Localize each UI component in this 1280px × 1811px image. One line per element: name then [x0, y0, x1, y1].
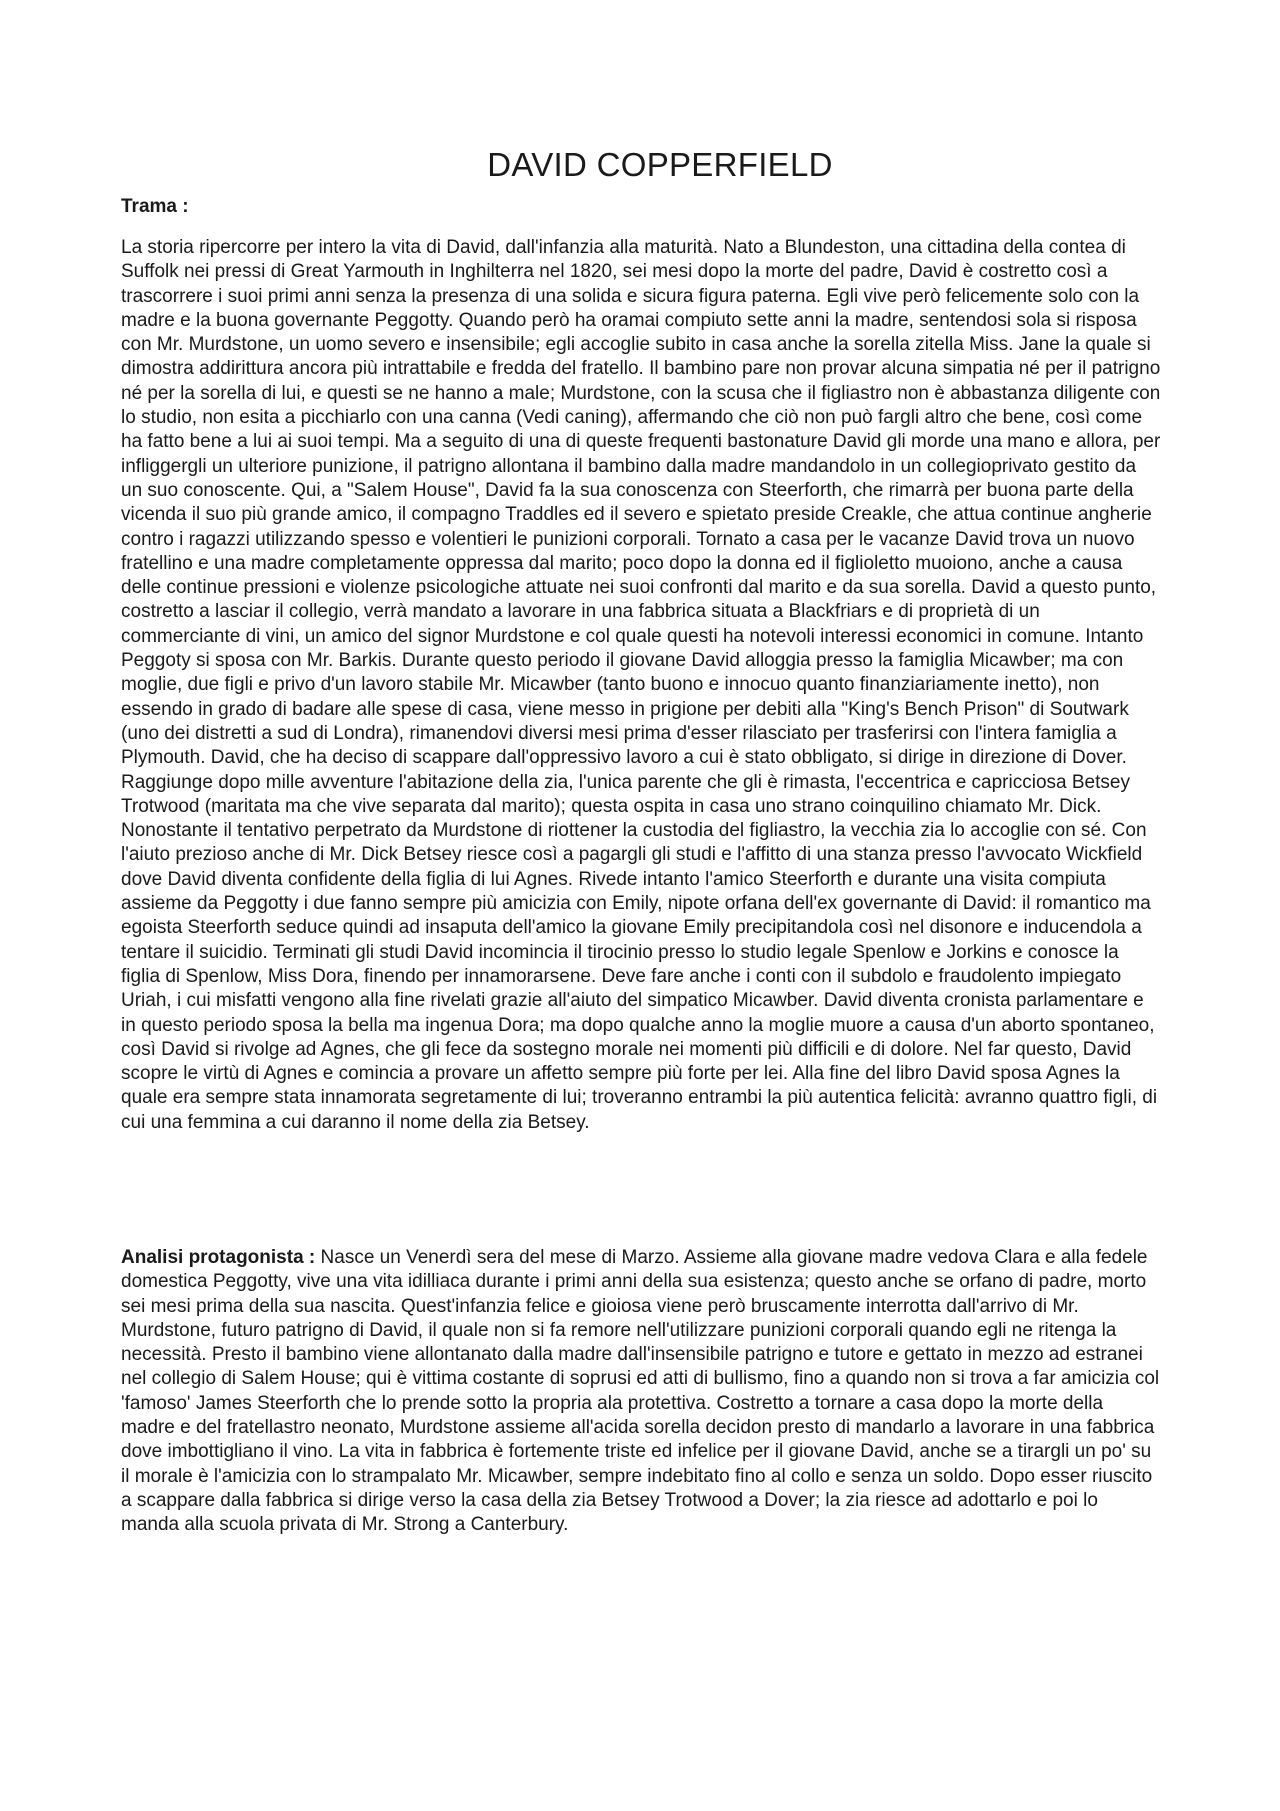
section-analisi [121, 1246, 1161, 1538]
document-title: DAVID COPPERFIELD [487, 146, 833, 183]
section-spacer [121, 1135, 1161, 1246]
document-page [121, 146, 1161, 1538]
section-body-analisi: Nasce un Venerdì sera del mese di Marzo. Assieme alla giovane madre vedova Clara e alla fedele domestica Peggotty, vive una vita idilliaca durante i primi anni della sua esistenza; questo anche se orfano di padre, morto sei mesi prima della sua nascita. Quest'infanzia felice e gioiosa viene però bruscamente interrotta dall'arrivo di Mr. Murdstone, futuro patrigno di David, il quale non si fa remore nell'utilizzare punizioni corporali quando egli ne ritenga la necessità. Presto il bambino viene allontanato dalla madre dall'insensibile patrigno e tutore e gettato in mezzo ad estranei nel collegio di Salem House; qui è vittima costante di soprusi ed atti di bullismo, fino a quando non si trova a far amicizia col 'famoso' James Steerforth che lo prende sotto la propria ala protettiva. Costretto a tornare a casa dopo la morte della madre e del fratellastro neonato, Murdstone assieme all'acida sorella decidon presto di mandarlo a lavorare in una fabbrica dove imbottigliano il vino. La vita in fabbrica è fortemente triste ed infelice per il giovane David, anche se a tirargli un po' su il morale è l'amicizia con lo strampalato Mr. Micawber, sempre indebitato fino al collo e senza un soldo. Dopo esser riuscito a scappare dalla fabbrica si dirige verso la casa della zia Betsey Trotwood a Dover; la zia riesce ad adottarlo e poi lo manda alla scuola privata di Mr. Strong a Canterbury. [121, 1246, 1160, 1536]
section-heading-analisi: Analisi protagonista : [121, 1246, 316, 1268]
section-heading-trama: Trama : [121, 196, 189, 217]
section-body-trama: La storia ripercorre per intero la vita di David, dall'infanzia alla maturità. Nato a Blundeston, una cittadina della contea di Suffolk nei pressi di Great Yarmouth in Inghilterra nel 1820, sei mesi dopo la morte del padre, David è costretto così a trascorrere i suoi primi anni senza la presenza di una solida e sicura figura paterna. Egli vive però felicemente solo con la madre e la buona governante Peggotty. Quando però ha oramai compiuto sette anni la madre, sentendosi sola si risposa con Mr. Murdstone, un uomo severo e insensibile; egli accoglie subito in casa anche la sorella zitella Miss. Jane la quale si dimostra addirittura ancora più intrattabile e fredda del fratello. Il bambino pare non provar alcuna simpatia né per il patrigno né per la sorella di lui, e questi se ne hanno a male; Murdstone, con la scusa che il figliastro non è abbastanza diligente con lo studio, non esita a picchiarlo con una canna (Vedi caning), affermando che ciò non può fargli altro che bene, così come ha fatto bene a lui ai suoi tempi. Ma a seguito di una di queste frequenti bastonature David gli morde una mano e allora, per infliggergli un ulteriore punizione, il patrigno allontana il bambino dalla madre mandandolo in un collegioprivato gestito da un suo conoscente. Qui, a "Salem House", David fa la sua conoscenza con Steerforth, che rimarrà per buona parte della vicenda il suo più grande amico, il compagno Traddles ed il severo e spietato preside Creakle, che attua continue angherie contro i ragazzi utilizzando spesso e volentieri le punizioni corporali. Tornato a casa per le vacanze David trova un nuovo fratellino e una madre completamente oppressa dal marito; poco dopo la donna ed il figlioletto muoiono, anche a causa delle continue pressioni e violenze psicologiche attuate nei suoi confronti dal marito e da sua sorella. David a questo punto, costretto a lasciar il collegio, verrà mandato a lavorare in una fabbrica situata a Blackfriars e di proprietà di un commerciante di vini, un amico del signor Murdstone e col quale questi ha notevoli interessi economici in comune. Intanto Peggoty si sposa con Mr. Barkis. Durante questo periodo il giovane David alloggia presso la famiglia Micawber; ma con moglie, due figli e privo d'un lavoro stabile Mr. Micawber (tanto buono e innocuo quanto finanziariamente inetto), non essendo in grado di badare alle spese di casa, viene messo in prigione per debiti alla "King's Bench Prison" di Soutwark (uno dei distretti a sud di Londra), rimanendovi diversi mesi prima d'esser rilasciato per trasferirsi con l'intera famiglia a Plymouth. David, che ha deciso di scappare dall'oppressivo lavoro a cui è stato obbligato, si dirige in direzione di Dover. Raggiunge dopo mille avventure l'abitazione della zia, l'unica parente che gli è rimasta, l'eccentrica e capricciosa Betsey Trotwood (maritata ma che vive separata dal marito); questa ospita in casa uno strano coinquilino chiamato Mr. Dick. Nonostante il tentativo perpetrato da Murdstone di riottener la custodia del figliastro, la vecchia zia lo accoglie con sé. Con l'aiuto prezioso anche di Mr. Dick Betsey riesce così a pagargli gli studi e l'affitto di una stanza presso l'avvocato Wickfield dove David diventa confidente della figlia di lui Agnes. Rivede intanto l'amico Steerforth e durante una visita compiuta assieme da Peggotty i due fanno sempre più amicizia con Emily, nipote orfana dell'ex governante di David: il romantico ma egoista Steerforth seduce quindi ad insaputa dell'amico la giovane Emily precipitandola così nel disonore e inducendola a tentare il suicidio. Terminati gli studi David incomincia il tirocinio presso lo studio legale Spenlow e Jorkins e conosce la figlia di Spenlow, Miss Dora, finendo per innamorarsene. Deve fare anche i conti con il subdolo e fraudolento impiegato Uriah, i cui misfatti vengono alla fine rivelati grazie all'aiuto del simpatico Micawber. David diventa cronista parlamentare e in questo periodo sposa la bella ma ingenua Dora; ma dopo qualche anno la moglie muore a causa d'un aborto spontaneo, così David si rivolge ad Agnes, che gli fece da sostegno morale nei momenti più difficili e di dolore. Nel far questo, David scopre le virtù di Agnes e comincia a provare un affetto sempre più forte per lei. Alla fine del libro David sposa Agnes la quale era sempre stata innamorata segretamente di lui; troveranno entrambi la più autentica felicità: avranno quattro figli, di cui una femmina a cui daranno il nome della zia Betsey. [121, 237, 1161, 1133]
